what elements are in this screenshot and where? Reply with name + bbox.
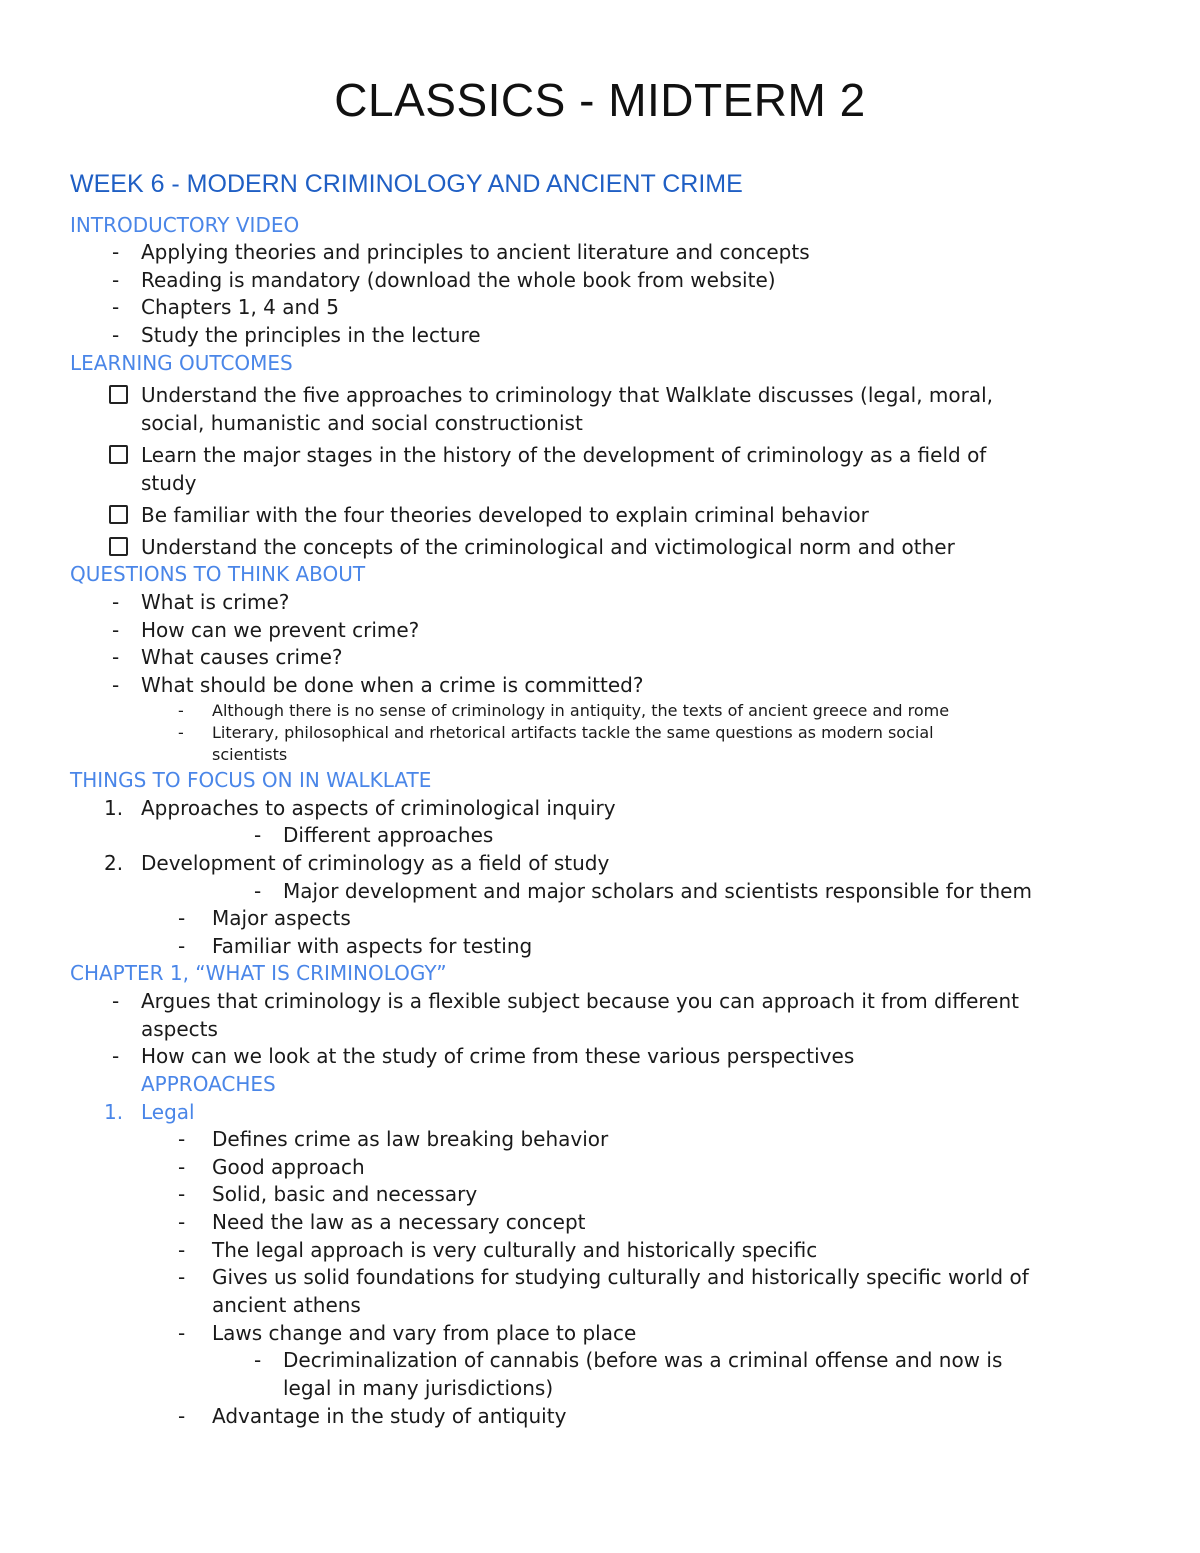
sub-sub-list-item-cont: legal in many jurisdictions)	[283, 1376, 554, 1400]
list-item: Reading is mandatory (download the whole book from website)	[141, 268, 776, 292]
section-heading-chapter1: CHAPTER 1, “WHAT IS CRIMINOLOGY”	[70, 961, 447, 985]
dash-bullet: -	[112, 673, 120, 697]
list-number: 2.	[104, 851, 124, 875]
sub-list-item: Laws change and vary from place to place	[212, 1321, 637, 1345]
section-heading-focus: THINGS TO FOCUS ON IN WALKLATE	[70, 768, 432, 792]
dash-bullet: -	[178, 723, 184, 742]
sub-list-item: Gives us solid foundations for studying culturally and historically specific world of	[212, 1265, 1029, 1289]
sub-list-item: Good approach	[212, 1155, 365, 1179]
dash-bullet: -	[254, 823, 262, 847]
list-item: How can we prevent crime?	[141, 618, 420, 642]
sub-list-item: Major development and major scholars and scientists responsible for them	[283, 879, 1032, 903]
list-item: What should be done when a crime is committed?	[141, 673, 644, 697]
section-heading-outcomes: LEARNING OUTCOMES	[70, 351, 293, 375]
sub-list-item: Solid, basic and necessary	[212, 1182, 478, 1206]
list-item: Chapters 1, 4 and 5	[141, 295, 339, 319]
dash-bullet: -	[178, 1182, 186, 1206]
checklist-item: Understand the concepts of the criminological and victimological norm and other	[141, 535, 955, 559]
dash-bullet: -	[178, 1404, 186, 1428]
dash-bullet: -	[178, 1155, 186, 1179]
dash-bullet: -	[178, 934, 186, 958]
sub-list-item: Different approaches	[283, 823, 494, 847]
dash-bullet: -	[178, 906, 186, 930]
dash-bullet: -	[254, 879, 262, 903]
dash-bullet: -	[112, 989, 120, 1013]
dash-bullet: -	[112, 645, 120, 669]
section-heading-intro: INTRODUCTORY VIDEO	[70, 213, 300, 237]
sub-sub-list-item: Decriminalization of cannabis (before was a criminal offense and now is	[283, 1348, 1003, 1372]
section-heading-questions: QUESTIONS TO THINK ABOUT	[70, 562, 366, 586]
list-item: What causes crime?	[141, 645, 343, 669]
list-item: How can we look at the study of crime from these various perspectives	[141, 1044, 855, 1068]
list-item: Study the principles in the lecture	[141, 323, 481, 347]
list-item-cont: aspects	[141, 1017, 218, 1041]
week-heading: WEEK 6 - MODERN CRIMINOLOGY AND ANCIENT CRIME	[70, 170, 743, 198]
dash-bullet: -	[112, 240, 120, 264]
list-item: Applying theories and principles to ancient literature and concepts	[141, 240, 810, 264]
dash-bullet: -	[254, 1348, 262, 1372]
list-number: 1.	[104, 1100, 124, 1124]
dash-bullet: -	[178, 1321, 186, 1345]
dash-bullet: -	[178, 1210, 186, 1234]
document-title: CLASSICS - MIDTERM 2	[334, 74, 866, 126]
checkbox-outcome-4[interactable]	[109, 537, 128, 556]
approach-legal: Legal	[141, 1100, 195, 1124]
dash-bullet: -	[112, 618, 120, 642]
numbered-item: Approaches to aspects of criminological inquiry	[141, 796, 616, 820]
sub-list-item: Major aspects	[212, 906, 351, 930]
checklist-item: Understand the five approaches to criminology that Walklate discusses (legal, moral,	[141, 383, 994, 407]
sub-list-item: Literary, philosophical and rhetorical artifacts tackle the same questions as modern social	[212, 723, 934, 742]
dash-bullet: -	[178, 701, 184, 720]
checklist-item-cont: social, humanistic and social constructionist	[141, 411, 583, 435]
checkbox-outcome-2[interactable]	[109, 445, 128, 464]
subheading-approaches: APPROACHES	[141, 1072, 276, 1096]
checkbox-outcome-3[interactable]	[109, 505, 128, 524]
sub-list-item: Need the law as a necessary concept	[212, 1210, 586, 1234]
numbered-item: Development of criminology as a field of study	[141, 851, 610, 875]
checkbox-outcome-1[interactable]	[109, 385, 128, 404]
sub-list-item-cont: scientists	[212, 745, 288, 764]
sub-list-item: Advantage in the study of antiquity	[212, 1404, 567, 1428]
list-item: Argues that criminology is a flexible subject because you can approach it from different	[141, 989, 1019, 1013]
dash-bullet: -	[112, 1044, 120, 1068]
dash-bullet: -	[112, 323, 120, 347]
sub-list-item: Defines crime as law breaking behavior	[212, 1127, 609, 1151]
dash-bullet: -	[112, 590, 120, 614]
dash-bullet: -	[178, 1265, 186, 1289]
sub-list-item: Although there is no sense of criminology in antiquity, the texts of ancient greece and rome	[212, 701, 950, 720]
sub-list-item: The legal approach is very culturally and historically specific	[212, 1238, 818, 1262]
checklist-item: Be familiar with the four theories developed to explain criminal behavior	[141, 503, 869, 527]
dash-bullet: -	[112, 295, 120, 319]
dash-bullet: -	[178, 1127, 186, 1151]
checklist-item-cont: study	[141, 471, 197, 495]
checklist-item: Learn the major stages in the history of the development of criminology as a field of	[141, 443, 987, 467]
list-item: What is crime?	[141, 590, 290, 614]
dash-bullet: -	[112, 268, 120, 292]
sub-list-item-cont: ancient athens	[212, 1293, 361, 1317]
list-number: 1.	[104, 796, 124, 820]
dash-bullet: -	[178, 1238, 186, 1262]
sub-list-item: Familiar with aspects for testing	[212, 934, 533, 958]
